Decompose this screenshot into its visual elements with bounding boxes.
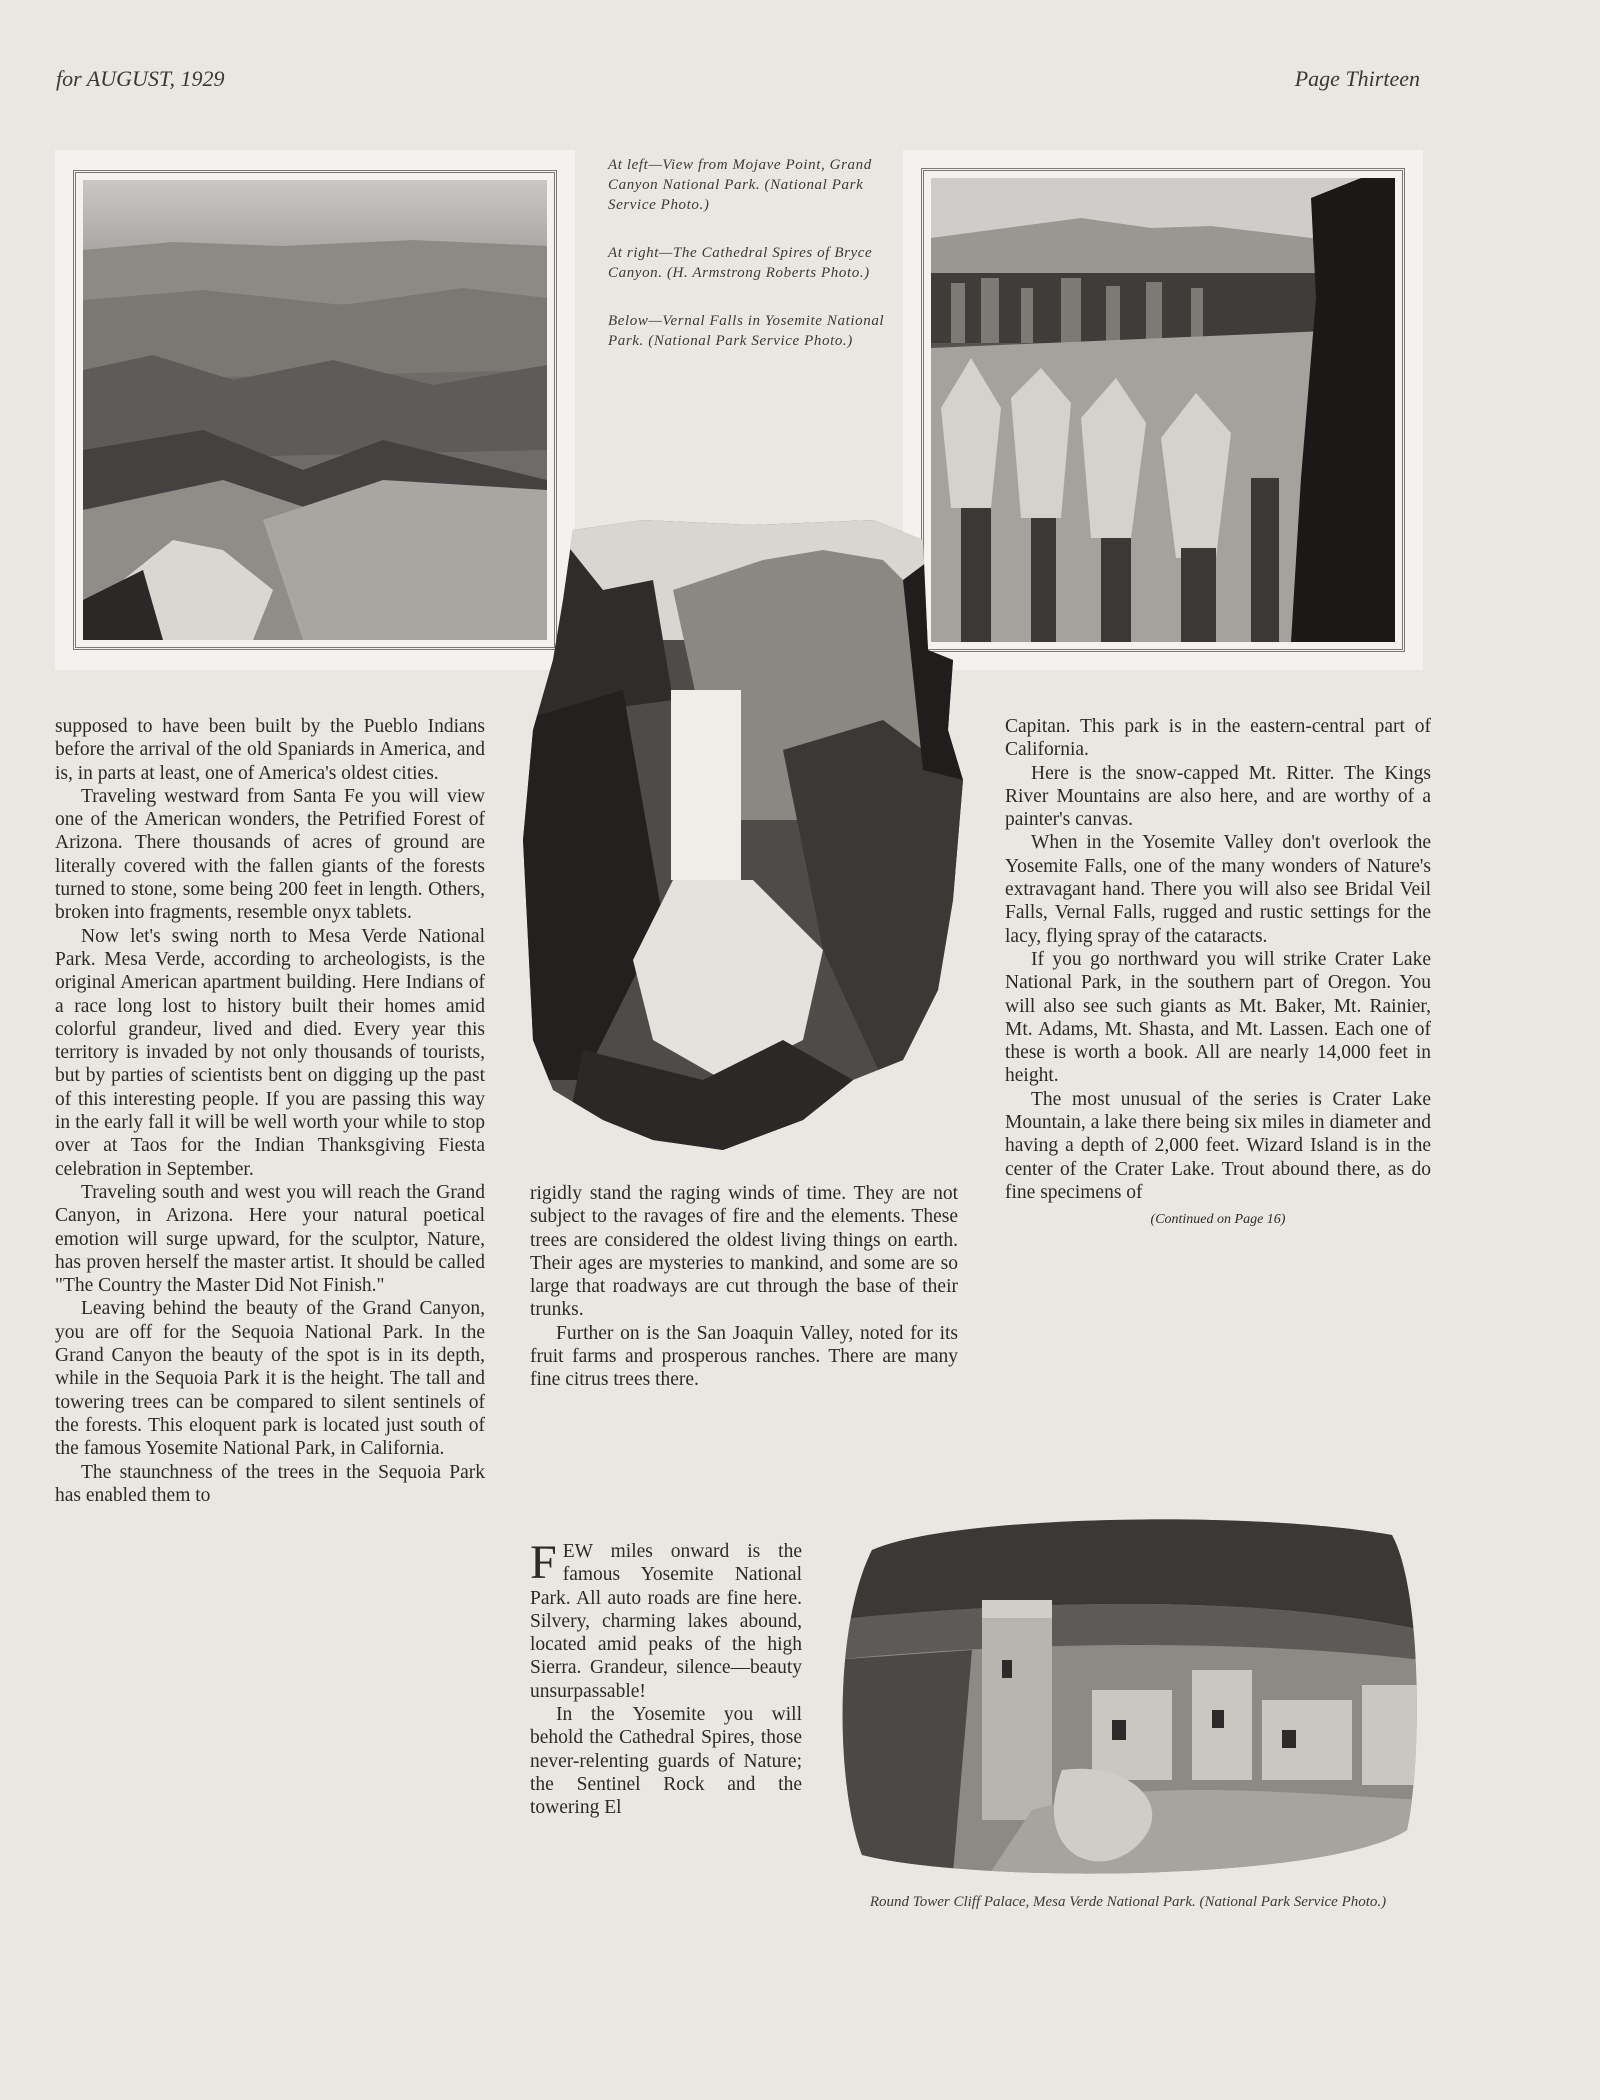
col3-paragraph: Capitan. This park is in the eastern-central part of California. (1005, 716, 1431, 761)
col3-paragraph: Here is the snow-capped Mt. Ritter. The Kings River Mountains are also here, and are worthy of a painter's canvas. (1005, 762, 1431, 831)
col1-paragraph: Now let's swing north to Mesa Verde National Park. Mesa Verde, according to archeologists, is the original American apartment building. Here Indians of a race long lost to history built their homes amid colorful grandeur, lived and died. Every year this territory is invaded by not only thousands of tourists, but by parties of scientists bent on digging up the past of this interesting people. If you are passing this way in the early fall it will be well worth your while to stop over at Taos for the Indian Thanksgiving Fiesta celebration in September. (55, 925, 485, 1180)
vernal-falls-photo (523, 520, 963, 1150)
yosemite-paragraph (530, 1536, 802, 1703)
cliff-palace-caption: Round Tower Cliff Palace, Mesa Verde National Park. (National Park Service Photo.) (869, 1894, 1387, 1910)
col1-paragraph: supposed to have been built by the Pueblo Indians before the arrival of the old Spaniards in America, and is, in parts at least, one of America's oldest cities. (55, 716, 485, 784)
continued-notice: (Continued on Page 16) (1150, 1212, 1286, 1228)
col2-paragraph: rigidly stand the raging winds of time. They are not subject to the ravages of fire and the elements. These trees are considered the oldest living things on earth. Their ages are mysteries to mankind, and some are so large that roadways are cut through the base of their trunks. (530, 1183, 958, 1321)
bryce-canyon-photo-frame (903, 150, 1423, 670)
article-column-1 (55, 715, 485, 1507)
cliff-palace-photo (832, 1510, 1422, 1885)
yosemite-paragraph-text: EW miles onward is the famous Yosemite National Park. All auto roads are fine here. Silvery, charming lakes abound, located amid peaks of the high Sierra. Grandeur, silence—beauty unsurpassable! (530, 1541, 802, 1702)
col1-paragraph: The staunchness of the trees in the Sequoia Park has enabled them to (55, 1461, 485, 1506)
caption-left-photo: At left—View from Mojave Point, Grand Canyon National Park. (National Park Service Photo.) (608, 157, 872, 213)
bryce-canyon-photo (931, 178, 1395, 642)
yosemite-paragraph-2: In the Yosemite you will behold the Cathedral Spires, those never-relenting guards of Nature; the Sentinel Rock and the towering El (530, 1704, 802, 1819)
grand-canyon-photo-frame (55, 150, 575, 670)
drop-cap: F (530, 1536, 557, 1589)
col1-paragraph: Leaving behind the beauty of the Grand Canyon, you are off for the Sequoia National Park. In the Grand Canyon the beauty of the spot is in its depth, while in the Sequoia Park it is the height. The tall and towering trees can be compared to silent sentinels of the forests. This eloquent park is located just south of the famous Yosemite National Park, in California. (55, 1298, 485, 1460)
grand-canyon-photo (83, 180, 547, 640)
col2-paragraph: Further on is the San Joaquin Valley, noted for its fruit farms and prosperous ranches. There are many fine citrus trees there. (530, 1322, 958, 1391)
col3-paragraph: When in the Yosemite Valley don't overlook the Yosemite Falls, one of the many wonders of Nature's extravagant hand. There you will also see Bridal Veil Falls, Vernal Falls, rugged and rustic settings for the lacy, flying spray of the cataracts. (1005, 832, 1431, 947)
caption-below-photo: Below—Vernal Falls in Yosemite National Park. (National Park Service Photo.) (608, 313, 885, 349)
caption-right-photo: At right—The Cathedral Spires of Bryce Canyon. (H. Armstrong Roberts Photo.) (608, 245, 873, 281)
page-number: Page Thirteen (1294, 66, 1420, 91)
article-column-2 (530, 1182, 958, 1392)
col3-paragraph: The most unusual of the series is Crater Lake Mountain, a lake there being six miles in diameter and having a depth of 2,000 feet. Wizard Island is in the center of the Crater Lake. Trout abound there, as do fine specimens of (1005, 1088, 1431, 1203)
photo-captions (608, 155, 908, 379)
col1-paragraph: Traveling westward from Santa Fe you will view one of the American wonders, the Petrified Forest of Arizona. There thousands of acres of ground are literally covered with the fallen giants of the forests turned to stone, some being 200 feet in length. Others, broken into fragments, resemble onyx tablets. (55, 785, 485, 924)
running-header-date: for AUGUST, 1929 (56, 66, 225, 91)
article-column-2-lower (530, 1536, 802, 1820)
col3-paragraph: If you go northward you will strike Crater Lake National Park, in the southern part of Oregon. You will also see such giants as Mt. Baker, Mt. Rainier, Mt. Adams, Mt. Shasta, and Mt. Lassen. Each one of these is worth a book. All are nearly 14,000 feet in height. (1005, 948, 1431, 1087)
col1-paragraph: Traveling south and west you will reach the Grand Canyon, in Arizona. Here your natural poetical emotion will surge upward, for the sculptor, Nature, has proven herself the master artist. It should be called "The Country the Master Did Not Finish." (55, 1181, 485, 1297)
article-column-3 (1005, 715, 1431, 1232)
